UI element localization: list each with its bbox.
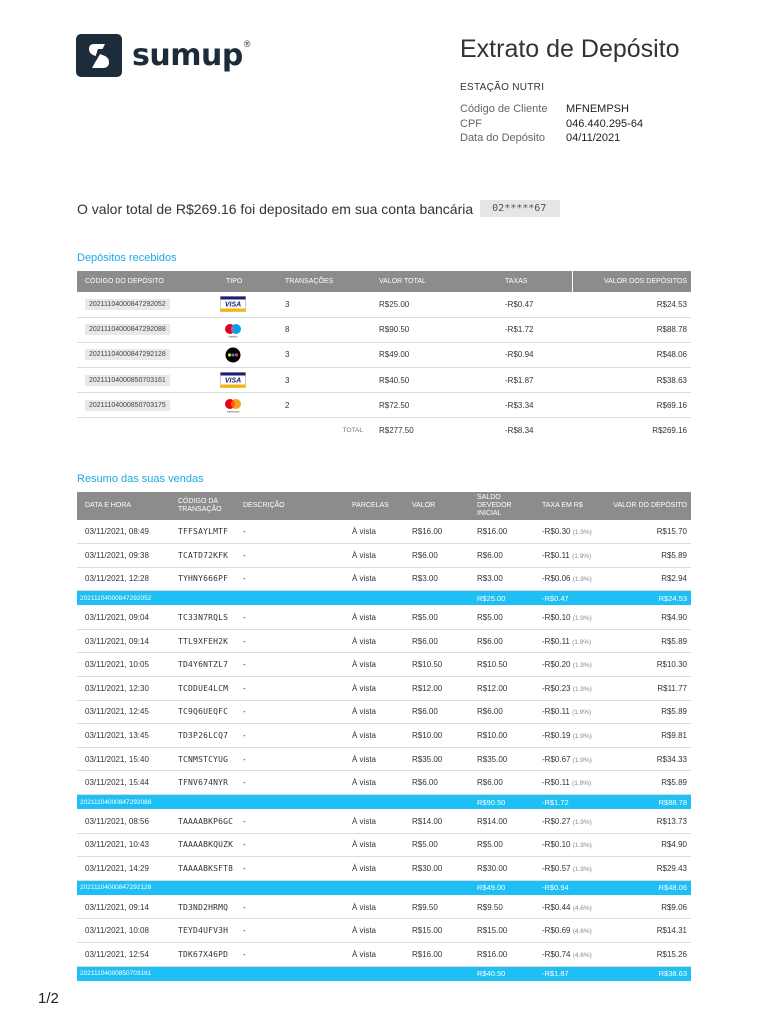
sale-description: - [235, 567, 344, 591]
initial-balance: R$10.00 [469, 724, 534, 748]
subtotal-deposit: R$24.53 [600, 591, 691, 606]
initial-balance: R$5.00 [469, 833, 534, 857]
svg-text:mastercard: mastercard [226, 410, 240, 414]
fee-rate: (1.9%) [572, 866, 592, 874]
installments: À vista [344, 567, 404, 591]
transaction-code: TDK67X46PD [170, 943, 235, 967]
fee-rate: (1.9%) [572, 615, 592, 623]
sale-row [77, 606, 691, 630]
sale-row [77, 919, 691, 943]
transaction-code: TAAAABKSFT8 [170, 857, 235, 881]
deposit-code: 20211104000847292088 [85, 324, 170, 335]
fee-rate: (1.9%) [572, 818, 592, 826]
column-header: VALOR [404, 492, 469, 520]
sale-description: - [235, 895, 344, 919]
transaction-code: TAAAABKP6GC [170, 810, 235, 834]
document-title: Extrato de Depósito [460, 35, 680, 63]
fee-cell [534, 724, 600, 748]
sale-description: - [235, 747, 344, 771]
net-value: R$48.06 [572, 342, 691, 367]
sale-value: R$15.00 [404, 919, 469, 943]
net-value: R$88.78 [572, 317, 691, 342]
deposit-value: R$2.94 [600, 567, 691, 591]
fee-value: -R$0.20 [542, 660, 571, 670]
fee-rate: (1.9%) [572, 842, 592, 850]
installments: À vista [344, 653, 404, 677]
installments: À vista [344, 629, 404, 653]
fee-rate: (1.9%) [572, 552, 592, 560]
fee-rate: (1.9%) [572, 576, 592, 584]
meta-value: 046.440.295-64 [566, 117, 644, 130]
initial-balance: R$6.00 [469, 629, 534, 653]
maestro-card-icon [220, 322, 246, 338]
subtotal-deposit: R$38.63 [600, 966, 691, 981]
deposit-row [77, 292, 691, 317]
sale-row [77, 700, 691, 724]
fee-value: -R$0.67 [542, 754, 571, 764]
sale-date: 03/11/2021, 13:45 [77, 724, 170, 748]
sale-date: 03/11/2021, 10:43 [77, 833, 170, 857]
svg-text:VISA: VISA [224, 301, 242, 309]
fee-value: -R$0.69 [542, 926, 571, 936]
fee-value: -R$0.11 [542, 550, 570, 560]
subtotal-balance: R$40.50 [469, 966, 534, 981]
sale-row [77, 653, 691, 677]
subtotal-balance: R$25.00 [469, 591, 534, 606]
sale-value: R$12.00 [404, 677, 469, 701]
deposit-row [77, 342, 691, 367]
total-value: R$40.50 [371, 368, 497, 393]
deposit-value: R$15.26 [600, 943, 691, 967]
fee-value: -R$0.11 [542, 778, 570, 788]
column-header: CÓDIGO DO DEPÓSITO [77, 271, 218, 292]
sale-date: 03/11/2021, 15:44 [77, 771, 170, 795]
transactions-count: 3 [277, 368, 371, 393]
initial-balance: R$35.00 [469, 747, 534, 771]
transaction-code: TYHNY666PF [170, 567, 235, 591]
registered-mark: ® [243, 38, 251, 49]
svg-text:VISA: VISA [224, 377, 242, 385]
installments: À vista [344, 520, 404, 544]
transaction-code: TD3P26LCQ7 [170, 724, 235, 748]
sale-description: - [235, 724, 344, 748]
sale-value: R$5.00 [404, 833, 469, 857]
deposit-value: R$34.33 [600, 747, 691, 771]
sale-description: - [235, 677, 344, 701]
total-sum: R$277.50 [379, 425, 414, 435]
fee-cell [534, 747, 600, 771]
visa-card-icon [220, 372, 246, 388]
sale-date: 03/11/2021, 09:04 [77, 606, 170, 630]
fee-value: -R$0.44 [542, 902, 571, 912]
sale-row [77, 544, 691, 568]
fee-cell [534, 943, 600, 967]
fee-value: -R$0.57 [542, 864, 571, 874]
column-header: PARCELAS [344, 492, 404, 520]
sale-value: R$6.00 [404, 771, 469, 795]
column-header: TAXAS [497, 271, 572, 292]
fee-rate: (1.9%) [572, 756, 592, 764]
installments: À vista [344, 724, 404, 748]
installments: À vista [344, 677, 404, 701]
card-type-cell [218, 292, 277, 317]
sales-table [77, 492, 691, 982]
deposit-value: R$9.06 [600, 895, 691, 919]
installments: À vista [344, 771, 404, 795]
sale-date: 03/11/2021, 10:08 [77, 919, 170, 943]
sale-description: - [235, 629, 344, 653]
card-type-cell [218, 342, 277, 367]
initial-balance: R$15.00 [469, 919, 534, 943]
sale-row [77, 567, 691, 591]
fee-rate: (4.6%) [572, 928, 592, 936]
sale-value: R$10.50 [404, 653, 469, 677]
subtotal-deposit: R$48.06 [600, 880, 691, 895]
fees-value: -R$3.34 [497, 393, 572, 418]
initial-balance: R$6.00 [469, 771, 534, 795]
fee-value: -R$0.11 [542, 707, 570, 717]
subtotal-deposit-code: 20211104000847292088 [77, 795, 469, 810]
sale-description: - [235, 544, 344, 568]
deposit-code-cell [77, 317, 218, 342]
installments: À vista [344, 747, 404, 771]
transactions-count: 2 [277, 393, 371, 418]
transactions-count: 3 [277, 292, 371, 317]
fee-rate: (1.9%) [572, 709, 592, 717]
meta-row [460, 102, 643, 117]
meta-value: MFNEMPSH [566, 103, 629, 115]
sale-row [77, 724, 691, 748]
sale-row [77, 629, 691, 653]
sale-row [77, 943, 691, 967]
column-header: DESCRIÇÃO [235, 492, 344, 520]
installments: À vista [344, 700, 404, 724]
transaction-code: TTL9XFEH2K [170, 629, 235, 653]
fee-rate: (1.9%) [572, 780, 592, 788]
deposit-value: R$29.43 [600, 857, 691, 881]
sale-date: 03/11/2021, 12:30 [77, 677, 170, 701]
elo-card-icon [220, 347, 246, 363]
fee-cell [534, 857, 600, 881]
installments: À vista [344, 919, 404, 943]
deposit-value: R$4.90 [600, 833, 691, 857]
fee-rate: (1.9%) [572, 685, 592, 693]
deposit-subtotal-row [77, 795, 691, 810]
fee-cell [534, 567, 600, 591]
meta-label: Data do Depósito [460, 132, 545, 144]
column-header: DATA E HORA [77, 492, 170, 520]
sumup-logo [76, 34, 250, 77]
fee-cell [534, 833, 600, 857]
deposit-value: R$4.90 [600, 606, 691, 630]
sale-date: 03/11/2021, 09:14 [77, 895, 170, 919]
fee-value: -R$0.27 [542, 816, 571, 826]
deposit-summary [77, 200, 560, 217]
meta-row [460, 117, 643, 132]
transaction-code: TC33N7RQLS [170, 606, 235, 630]
total-net: R$269.16 [652, 425, 687, 435]
subtotal-balance: R$49.00 [469, 880, 534, 895]
transactions-count: 3 [277, 342, 371, 367]
sale-row [77, 771, 691, 795]
sale-value: R$10.00 [404, 724, 469, 748]
meta-label: Código de Cliente [460, 103, 548, 115]
fee-cell [534, 771, 600, 795]
sale-date: 03/11/2021, 12:45 [77, 700, 170, 724]
initial-balance: R$9.50 [469, 895, 534, 919]
subtotal-deposit-code: 20211104000847292052 [77, 591, 469, 606]
sale-description: - [235, 857, 344, 881]
initial-balance: R$10.50 [469, 653, 534, 677]
column-header: VALOR TOTAL [371, 271, 497, 292]
sales-section-title: Resumo das suas vendas [77, 473, 204, 485]
transaction-code: TFNV674NYR [170, 771, 235, 795]
transaction-code: TAAAABKQUZK [170, 833, 235, 857]
sale-date: 03/11/2021, 14:29 [77, 857, 170, 881]
sale-row [77, 833, 691, 857]
fee-cell [534, 629, 600, 653]
fee-rate: (1.9%) [572, 662, 592, 670]
net-value: R$24.53 [572, 292, 691, 317]
deposit-subtotal-row [77, 591, 691, 606]
sale-value: R$16.00 [404, 943, 469, 967]
initial-balance: R$14.00 [469, 810, 534, 834]
deposit-code-cell [77, 292, 218, 317]
column-header: CÓDIGO DA TRANSAÇÃO [170, 492, 235, 520]
transactions-count: 8 [277, 317, 371, 342]
subtotal-fee: -R$1.72 [534, 795, 600, 810]
total-value: R$72.50 [371, 393, 497, 418]
subtotal-deposit-code: 20211104000847292128 [77, 880, 469, 895]
deposit-code-cell [77, 368, 218, 393]
meta-label: CPF [460, 117, 482, 130]
visa-card-icon [220, 296, 246, 312]
sale-date: 03/11/2021, 10:05 [77, 653, 170, 677]
fee-rate: (1.9%) [572, 529, 592, 537]
deposit-value: R$5.89 [600, 544, 691, 568]
deposit-code: 20211104000850703161 [85, 375, 170, 386]
sale-date: 03/11/2021, 09:14 [77, 629, 170, 653]
deposit-row [77, 393, 691, 418]
sale-description: - [235, 810, 344, 834]
total-label: TOTAL [342, 426, 363, 434]
initial-balance: R$6.00 [469, 700, 534, 724]
deposits-section-title: Depósitos recebidos [77, 252, 177, 264]
card-type-cell [218, 317, 277, 342]
transaction-code: TD3ND2HRMQ [170, 895, 235, 919]
sale-row [77, 677, 691, 701]
subtotal-fee: -R$0.47 [534, 591, 600, 606]
fee-cell [534, 653, 600, 677]
total-value: R$49.00 [371, 342, 497, 367]
installments: À vista [344, 833, 404, 857]
mastercard-card-icon [220, 397, 246, 413]
fee-rate: (1.9%) [572, 733, 592, 741]
fees-value: -R$0.94 [497, 342, 572, 367]
column-header: VALOR DOS DEPÓSITOS [572, 271, 691, 292]
sale-value: R$6.00 [404, 544, 469, 568]
fee-cell [534, 919, 600, 943]
fee-value: -R$0.30 [542, 527, 571, 537]
sale-row [77, 520, 691, 544]
meta-row [460, 131, 643, 146]
sale-value: R$30.00 [404, 857, 469, 881]
card-type-cell [218, 368, 277, 393]
column-header: VALOR DO DEPÓSITO [600, 492, 691, 520]
fees-value: -R$1.72 [497, 317, 572, 342]
fee-cell [534, 810, 600, 834]
fee-rate: (4.6%) [572, 951, 592, 959]
subtotal-deposit: R$88.78 [600, 795, 691, 810]
deposit-value: R$10.30 [600, 653, 691, 677]
transaction-code: TCATD72KFK [170, 544, 235, 568]
sale-description: - [235, 606, 344, 630]
deposit-code: 20211104000850703175 [85, 400, 170, 411]
fee-cell [534, 895, 600, 919]
sale-date: 03/11/2021, 12:54 [77, 943, 170, 967]
transaction-code: TFFSAYLMTF [170, 520, 235, 544]
deposits-total-row [77, 418, 691, 442]
sale-value: R$14.00 [404, 810, 469, 834]
initial-balance: R$3.00 [469, 567, 534, 591]
column-header: SALDO DEVEDOR INICIAL [469, 492, 534, 520]
installments: À vista [344, 544, 404, 568]
fee-value: -R$0.11 [542, 636, 570, 646]
deposit-value: R$13.73 [600, 810, 691, 834]
sale-description: - [235, 771, 344, 795]
installments: À vista [344, 943, 404, 967]
net-value: R$38.63 [572, 368, 691, 393]
fee-cell [534, 606, 600, 630]
fee-value: -R$0.10 [542, 613, 571, 623]
initial-balance: R$30.00 [469, 857, 534, 881]
initial-balance: R$12.00 [469, 677, 534, 701]
total-fees: -R$8.34 [505, 425, 534, 435]
column-header: TAXA EM R$ [534, 492, 600, 520]
total-value: R$25.00 [371, 292, 497, 317]
total-value: R$90.50 [371, 317, 497, 342]
sale-date: 03/11/2021, 08:49 [77, 520, 170, 544]
deposits-table [77, 271, 691, 442]
installments: À vista [344, 895, 404, 919]
fee-rate: (1.9%) [572, 638, 592, 646]
subtotal-balance: R$90.50 [469, 795, 534, 810]
fees-value: -R$0.47 [497, 292, 572, 317]
merchant-meta [460, 102, 643, 146]
meta-value: 04/11/2021 [566, 132, 621, 144]
sale-description: - [235, 520, 344, 544]
sale-value: R$5.00 [404, 606, 469, 630]
sale-date: 03/11/2021, 09:38 [77, 544, 170, 568]
fee-cell [534, 700, 600, 724]
transaction-code: TC9Q6UEQFC [170, 700, 235, 724]
sale-description: - [235, 833, 344, 857]
sale-value: R$3.00 [404, 567, 469, 591]
column-header: TRANSAÇÕES [277, 271, 371, 292]
transaction-code: TD4Y6NTZL7 [170, 653, 235, 677]
transaction-code: TEYD4UFV3H [170, 919, 235, 943]
bank-account-badge: 02*****67 [480, 200, 560, 217]
sale-value: R$35.00 [404, 747, 469, 771]
brand-name: sumup [132, 38, 243, 73]
installments: À vista [344, 857, 404, 881]
deposit-row [77, 368, 691, 393]
deposit-value: R$9.81 [600, 724, 691, 748]
initial-balance: R$5.00 [469, 606, 534, 630]
transaction-code: TCNMSTCYUG [170, 747, 235, 771]
sale-value: R$16.00 [404, 520, 469, 544]
sumup-logo-mark [76, 34, 122, 77]
deposit-code: 20211104000847292052 [85, 299, 170, 310]
deposit-value: R$11.77 [600, 677, 691, 701]
fees-value: -R$1.87 [497, 368, 572, 393]
sale-value: R$6.00 [404, 629, 469, 653]
installments: À vista [344, 606, 404, 630]
fee-value: -R$0.10 [542, 840, 571, 850]
sale-row [77, 747, 691, 771]
svg-text:maestro: maestro [228, 335, 238, 338]
card-type-cell [218, 393, 277, 418]
deposit-code: 20211104000847292128 [85, 349, 170, 360]
initial-balance: R$6.00 [469, 544, 534, 568]
subtotal-fee: -R$1.87 [534, 966, 600, 981]
fee-value: -R$0.06 [542, 574, 571, 584]
deposit-value: R$15.70 [600, 520, 691, 544]
page-number: 1/2 [38, 990, 59, 1007]
sale-date: 03/11/2021, 15:40 [77, 747, 170, 771]
sale-value: R$9.50 [404, 895, 469, 919]
fee-cell [534, 544, 600, 568]
sale-description: - [235, 653, 344, 677]
fee-cell [534, 520, 600, 544]
subtotal-deposit-code: 20211104000850703161 [77, 966, 469, 981]
deposit-value: R$5.89 [600, 771, 691, 795]
deposit-value: R$5.89 [600, 629, 691, 653]
deposit-code-cell [77, 393, 218, 418]
sale-row [77, 895, 691, 919]
initial-balance: R$16.00 [469, 520, 534, 544]
deposit-subtotal-row [77, 880, 691, 895]
deposit-subtotal-row [77, 966, 691, 981]
fee-value: -R$0.19 [542, 731, 571, 741]
fee-rate: (4.6%) [572, 904, 592, 912]
fee-cell [534, 677, 600, 701]
merchant-name: ESTAÇÃO NUTRI [460, 82, 545, 93]
sale-description: - [235, 700, 344, 724]
sale-value: R$6.00 [404, 700, 469, 724]
sale-date: 03/11/2021, 12:28 [77, 567, 170, 591]
net-value: R$69.16 [572, 393, 691, 418]
deposit-code-cell [77, 342, 218, 367]
initial-balance: R$16.00 [469, 943, 534, 967]
fee-value: -R$0.74 [542, 949, 571, 959]
transaction-code: TCDDUE4LCM [170, 677, 235, 701]
deposit-row [77, 317, 691, 342]
sale-date: 03/11/2021, 08:56 [77, 810, 170, 834]
installments: À vista [344, 810, 404, 834]
sale-description: - [235, 919, 344, 943]
deposit-value: R$14.31 [600, 919, 691, 943]
sale-row [77, 810, 691, 834]
summary-text: O valor total de R$269.16 foi depositado em sua conta bancária [77, 200, 474, 217]
sale-description: - [235, 943, 344, 967]
fee-value: -R$0.23 [542, 683, 571, 693]
sale-row [77, 857, 691, 881]
deposit-value: R$5.89 [600, 700, 691, 724]
column-header: TIPO [218, 271, 277, 292]
subtotal-fee: -R$0.94 [534, 880, 600, 895]
